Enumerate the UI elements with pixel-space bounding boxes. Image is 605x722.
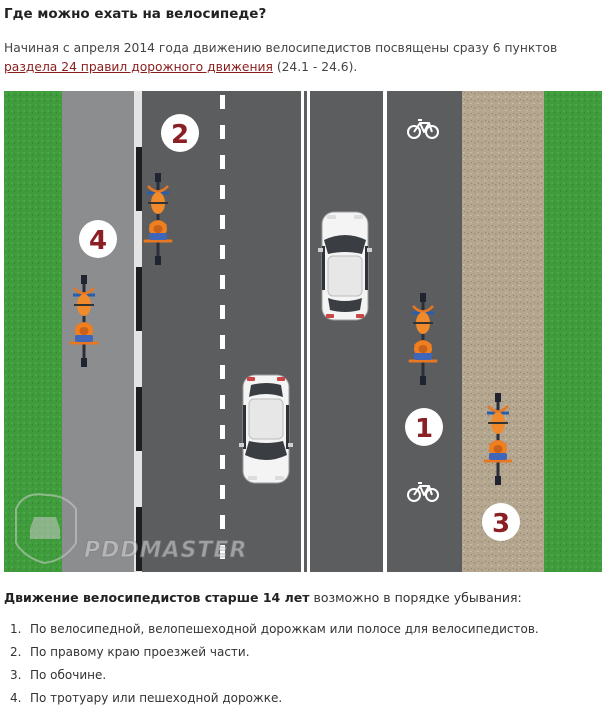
marker-2: [161, 114, 199, 152]
watermark-text: PDDMASTER: [84, 538, 248, 563]
list-item: [4, 622, 539, 645]
list-item: [4, 668, 539, 691]
list-item: [4, 645, 539, 668]
car-icon: [239, 375, 293, 483]
list-intro-rest: возможно в порядке убывания:: [309, 590, 522, 605]
sidewalk: [62, 91, 138, 572]
list-item-number: 4.: [10, 691, 22, 705]
gravel-shoulder: [462, 91, 544, 572]
marker-3-label: 3: [491, 509, 511, 539]
rules-section-link[interactable]: раздела 24 правил дорожного движения: [4, 60, 273, 74]
list-item: [4, 691, 539, 714]
double-solid-line-left: [301, 91, 304, 572]
road-illustration: [4, 91, 602, 572]
double-solid-line-right: [307, 91, 310, 572]
list-intro: [4, 590, 522, 605]
list-item-text: По велосипедной, велопешеходной дорожкам или полосе для велосипедистов.: [30, 622, 539, 636]
list-intro-bold: Движение велосипедистов старше 14 лет: [4, 590, 310, 605]
marker-4-label: 4: [88, 226, 108, 256]
car-icon: [318, 212, 372, 320]
carriageway: [142, 91, 385, 572]
list-item-text: По правому краю проезжей части.: [30, 645, 250, 659]
list-item-text: По тротуару или пешеходной дорожке.: [30, 691, 283, 705]
grass-right: [544, 91, 602, 572]
marker-3: [482, 503, 520, 541]
grass-left: [4, 91, 62, 572]
list-item-number: 1.: [10, 622, 22, 636]
list-item-number: 3.: [10, 668, 22, 682]
page-title: Где можно ехать на велосипеде?: [4, 6, 267, 22]
list-item-number: 2.: [10, 645, 22, 659]
intro-text-end: (24.1 - 24.6).: [272, 60, 358, 74]
intro-text: Начиная с апреля 2014 года движению велосипедистов посвящены сразу 6 пунктов: [4, 41, 558, 55]
list-item-text: По обочине.: [30, 668, 107, 682]
bike-lane-line: [383, 91, 387, 572]
intro-paragraph: [4, 39, 602, 77]
marker-1-label: 1: [414, 414, 434, 444]
marker-1: [405, 408, 443, 446]
marker-4: [79, 220, 117, 258]
priority-list: [4, 622, 539, 714]
marker-2-label: 2: [170, 120, 190, 150]
